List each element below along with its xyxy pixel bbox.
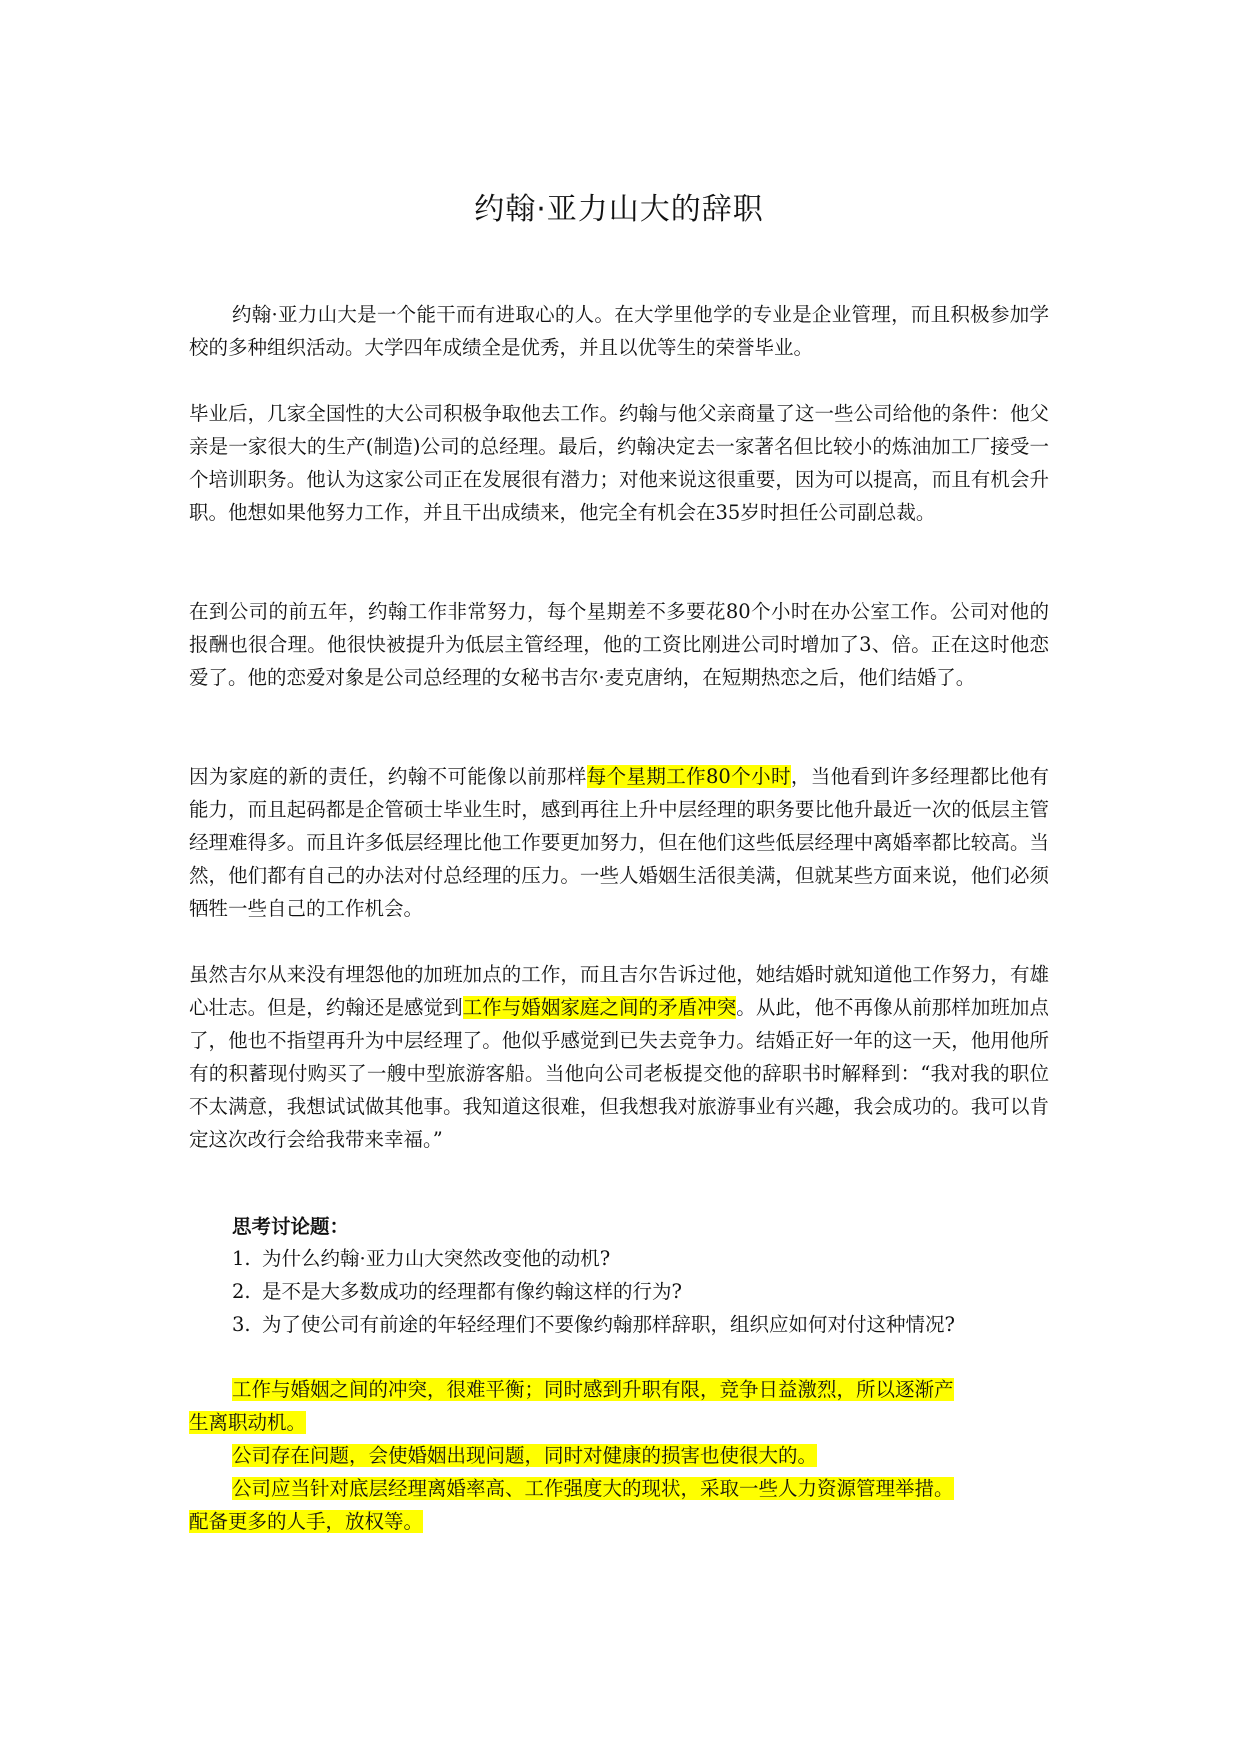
question-text: 为了使公司有前途的年轻经理们不要像约翰那样辞职，组织应如何对付这种情况? [262,1313,955,1336]
question-item [232,1308,1052,1341]
answer-1-line-1: 工作与婚姻之间的冲突，很难平衡；同时感到升职有限，竞争日益激烈，所以逐渐产 [232,1378,954,1401]
paragraph-4-highlight: 每个星期工作80个小时 [586,765,791,788]
question-item [232,1275,1052,1308]
paragraph-5 [189,958,1049,1156]
question-number: 1. [232,1247,251,1270]
answer-2 [189,1439,1049,1472]
paragraph-5-highlight: 工作与婚姻家庭之间的矛盾冲突 [462,996,737,1019]
document-title: 约翰·亚力山大的辞职 [474,192,764,227]
question-text: 为什么约翰·亚力山大突然改变他的动机? [262,1247,611,1270]
questions-list [232,1242,1052,1341]
paragraph-3: 在到公司的前五年，约翰工作非常努力，每个星期差不多要花80个小时在办公室工作。公司对他的报酬也很合理。他很快被提升为低层主管经理，他的工资比刚进公司时增加了3、倍。正在这时他恋爱了。他的恋爱对象是公司总经理的女秘书吉尔·麦克唐纳，在短期热恋之后，他们结婚了。 [189,600,1049,689]
answer-2-text: 公司存在问题，会使婚姻出现问题，同时对健康的损害也使很大的。 [232,1444,818,1467]
question-item [232,1242,1052,1275]
question-number: 3. [232,1313,251,1336]
questions-heading: 思考讨论题： [232,1215,350,1238]
paragraph-1: 约翰·亚力山大是一个能干而有进取心的人。在大学里他学的专业是企业管理，而且积极参加学校的多种组织活动。大学四年成绩全是优秀，并且以优等生的荣誉毕业。 [189,303,1049,359]
paragraph-5-text-pre: 虽然吉尔从来没有埋怨他的加班加点的工作，而且吉尔告诉过他，她结婚时就知道他工作努力，有雄心壮志。但是，约翰还是感觉到 [189,963,1049,1019]
paragraph-5-text-post: 。从此，他不再像从前那样加班加点了，他也不指望再升为中层经理了。他似乎感觉到已失去竞争力。结婚正好一年的这一天，他用他所有的积蓄现付购买了一艘中型旅游客船。当他向公司老板提交他的辞职书时解释到：“我对我的职位不太满意，我想试试做其他事。我知道这很难，但我想我对旅游事业有兴趣，我会成功的。我可以肯定这次改行会给我带来幸福。” [189,996,1049,1151]
paragraph-4-text-pre: 因为家庭的新的责任，约翰不可能像以前那样 [189,765,587,788]
answer-1 [189,1373,1049,1439]
paragraph-4 [189,760,1049,925]
answer-3-line-1: 公司应当针对底层经理离婚率高、工作强度大的现状，采取一些人力资源管理举措。 [232,1477,954,1500]
answer-3-line-2: 配备更多的人手，放权等。 [189,1510,424,1533]
answer-3 [189,1472,1049,1538]
paragraph-4-text-post: ，当他看到许多经理都比他有能力，而且起码都是企管硕士毕业生时，感到再往上升中层经理的职务要比他升最近一次的低层主管经理难得多。而且许多低层经理比他工作要更加努力，但在他们这些低层经理中离婚率都比较高。当然，他们都有自己的办法对付总经理的压力。一些人婚姻生活很美满，但就某些方面来说，他们必须牺牲一些自己的工作机会。 [189,765,1049,920]
answer-1-line-2: 生离职动机。 [189,1411,307,1434]
question-text: 是不是大多数成功的经理都有像约翰这样的行为? [262,1280,682,1303]
paragraph-2: 毕业后，几家全国性的大公司积极争取他去工作。约翰与他父亲商量了这一些公司给他的条件：他父亲是一家很大的生产(制造)公司的总经理。最后，约翰决定去一家著名但比较小的炼油加工厂接受一个培训职务。他认为这家公司正在发展很有潜力；对他来说这很重要，因为可以提高，而且有机会升职。他想如果他努力工作，并且干出成绩来，他完全有机会在35岁时担任公司副总裁。 [189,402,1049,524]
question-number: 2. [232,1280,251,1303]
